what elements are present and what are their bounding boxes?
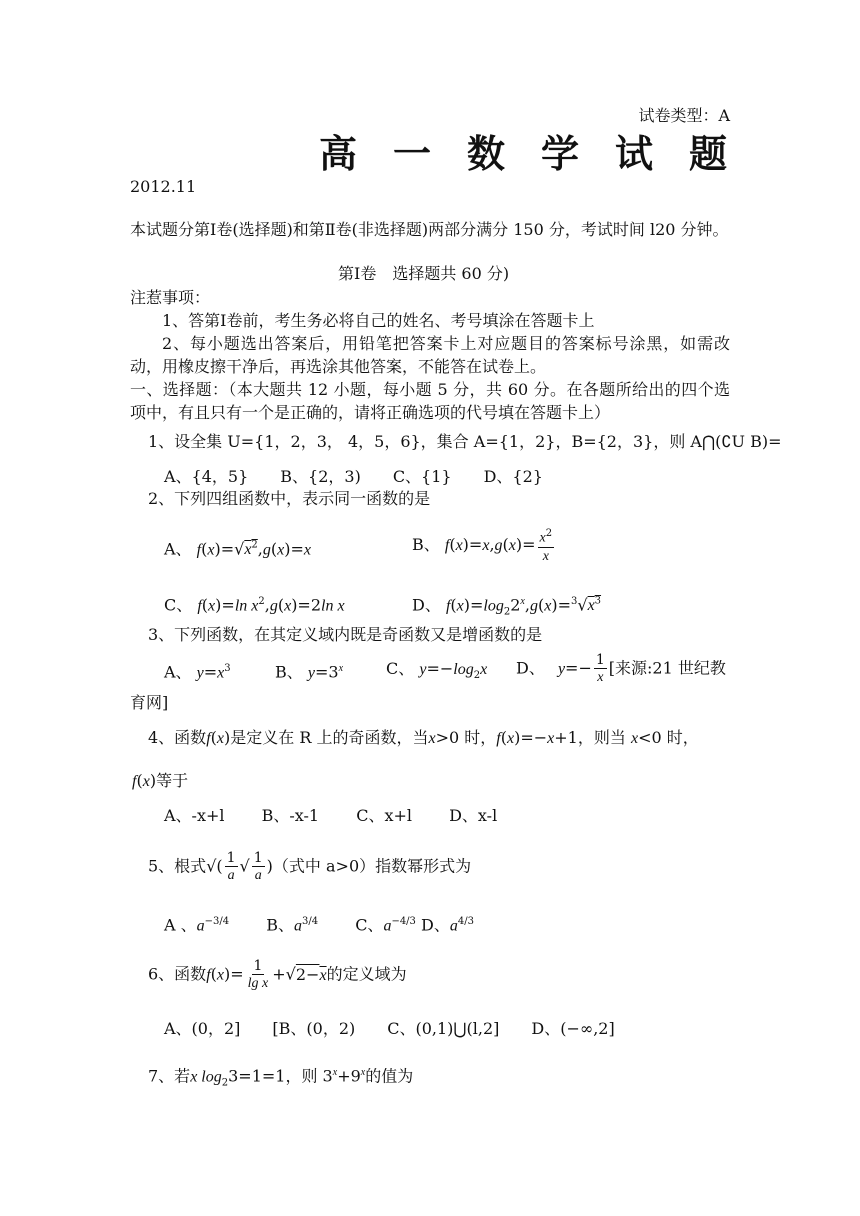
intro-text: 本试题分第Ⅰ卷(选择题)和第Ⅱ卷(非选择题)两部分满分 150 分，考试时间 l20 分钟。 <box>130 220 729 239</box>
stem-part: 7、若 <box>148 1066 191 1086</box>
source-note: [来源:21 世纪教 <box>608 658 726 678</box>
title-char: 高 <box>318 131 357 176</box>
question-2-option-a: A、 $f(x)=√x^2,g(x)=x$ <box>164 539 312 559</box>
question-2-option-c: C、 f(x)=ln $x^2,g(x)=2\ln$ x <box>164 595 345 615</box>
stem-part: 等于 <box>156 771 189 790</box>
source-note-cont: 育网] <box>130 693 169 712</box>
question-3-option-d: D、 y=− $\frac{1}{x}$ [来源:21 世纪教 <box>516 652 726 685</box>
option-label: A 、 <box>164 915 197 935</box>
question-1: 1、设全集 U={1，2，3， 4，5，6}，集合 A={1，2}，B={2，3}，则 A⋂(∁U B)= <box>148 432 782 451</box>
option-label: A、 <box>164 539 192 559</box>
title-char: 一 <box>392 131 431 176</box>
stem-part: 6、函数 <box>148 964 207 984</box>
option-label: B、 <box>412 534 440 554</box>
question-3: 3、下列函数，在其定义域内既是奇函数又是增函数的是 <box>148 625 543 644</box>
option-label: C、 <box>355 915 384 935</box>
notice-item-2: 2、每小题选出答案后，用铅笔把答案卡上对应题目的答案标号涂黑，如需改动，用橡皮擦干净后，再选涂其他答案，不能答在试卷上。 <box>130 334 730 376</box>
question-4: 4、函数f(x)是定义在 R 上的奇函数，当x>0 时，f(x)=−x+1，则当 x<0 时， <box>148 728 699 747</box>
option: B、-x-1 <box>261 806 320 825</box>
option-label: D、 <box>421 915 450 935</box>
question-2: 2、下列四组函数中，表示同一函数的是 <box>148 489 431 508</box>
title-char: 学 <box>540 131 579 176</box>
stem-part: 的值为 <box>365 1066 414 1086</box>
section-heading: 第Ⅰ卷 选择题共 60 分) <box>338 264 510 283</box>
question-7: 7、若x $\log_23=1=1$，则 $3^x+9^x$的值为 <box>148 1066 414 1089</box>
option-label: B、 <box>266 915 294 935</box>
stem-part: （式中 a>0）指数幂形式为 <box>272 856 472 876</box>
question-4-options <box>164 806 497 826</box>
question-6-options: A、(0，2] [B、(0，2) C、(0,1)⋃(l,2] D、(−∞,2] <box>164 1019 615 1038</box>
question-3-option-a: A、 $y=x^3$ <box>164 662 231 682</box>
question-3-option-b: B、 $y=3^x$ <box>275 662 344 682</box>
title-char: 试 <box>614 131 653 176</box>
option-label: C、 <box>164 595 193 615</box>
option: C、x+l <box>356 806 412 825</box>
notice-title: 注惹事项： <box>130 288 211 307</box>
option-label: B、 <box>275 662 303 682</box>
paper-type: 试卷类型：A <box>638 106 730 125</box>
question-3-option-c: C、 $y=-\log_2x$ <box>386 659 488 682</box>
exam-title <box>288 132 732 176</box>
exam-date: 2012.11 <box>130 177 197 196</box>
stem-part: 5、根式 <box>148 856 207 876</box>
question-2-option-d: D、 $f(x)=\log_22^x,g(x)=^3√x^3$ <box>412 595 602 618</box>
option: D、x-l <box>449 806 498 825</box>
question-1-options: A、{4，5} B、{2，3) C、{1} D、{2} <box>164 467 543 486</box>
title-char: 数 <box>466 131 505 176</box>
stem-part: 是定义在 R 上的奇函数，当 <box>230 728 429 747</box>
option-label: A、 <box>164 662 192 682</box>
question-4-cont: f(x)等于 <box>132 771 189 790</box>
question-6: 6、函数f(x)= $\frac{1}{\text{lg x}}$ +√2−x的定义域为 <box>148 958 407 991</box>
question-5-options: A 、$a^{-3/4}$ B、$a^{3/4}$ C、$a^{-4/3}$ D、$a^{4/3}$ <box>164 915 474 935</box>
part-one-instructions: 一、选择题：（本大题共 12 小题，每小题 5 分，共 60 分。在各题所给出的四个选项中，有且只有一个是正确的，请将正确选项的代号填在答题卡上） <box>130 380 730 422</box>
stem-part: =1，则 3 <box>261 1066 333 1086</box>
option: A、-x+l <box>164 806 225 825</box>
title-char: 题 <box>688 131 727 176</box>
question-5: 5、根式√( $\frac{1}{a}$ √ $\frac{1}{a}$ )（式中 a>0）指数幂形式为 <box>148 850 472 883</box>
stem-part: 的定义域为 <box>326 964 407 984</box>
option-label: D、 <box>412 595 441 615</box>
option-label: D、 <box>516 658 537 678</box>
option-label: C、 <box>386 659 415 678</box>
notice-item-1: 1、答第Ⅰ卷前，考生务必将自己的姓名、考号填涂在答题卡上 <box>162 311 595 330</box>
stem-part: 4、函数 <box>148 728 207 747</box>
question-2-option-b: B、 f(x)=x,g(x)= $\frac{x^2}{x}$ <box>412 528 553 564</box>
